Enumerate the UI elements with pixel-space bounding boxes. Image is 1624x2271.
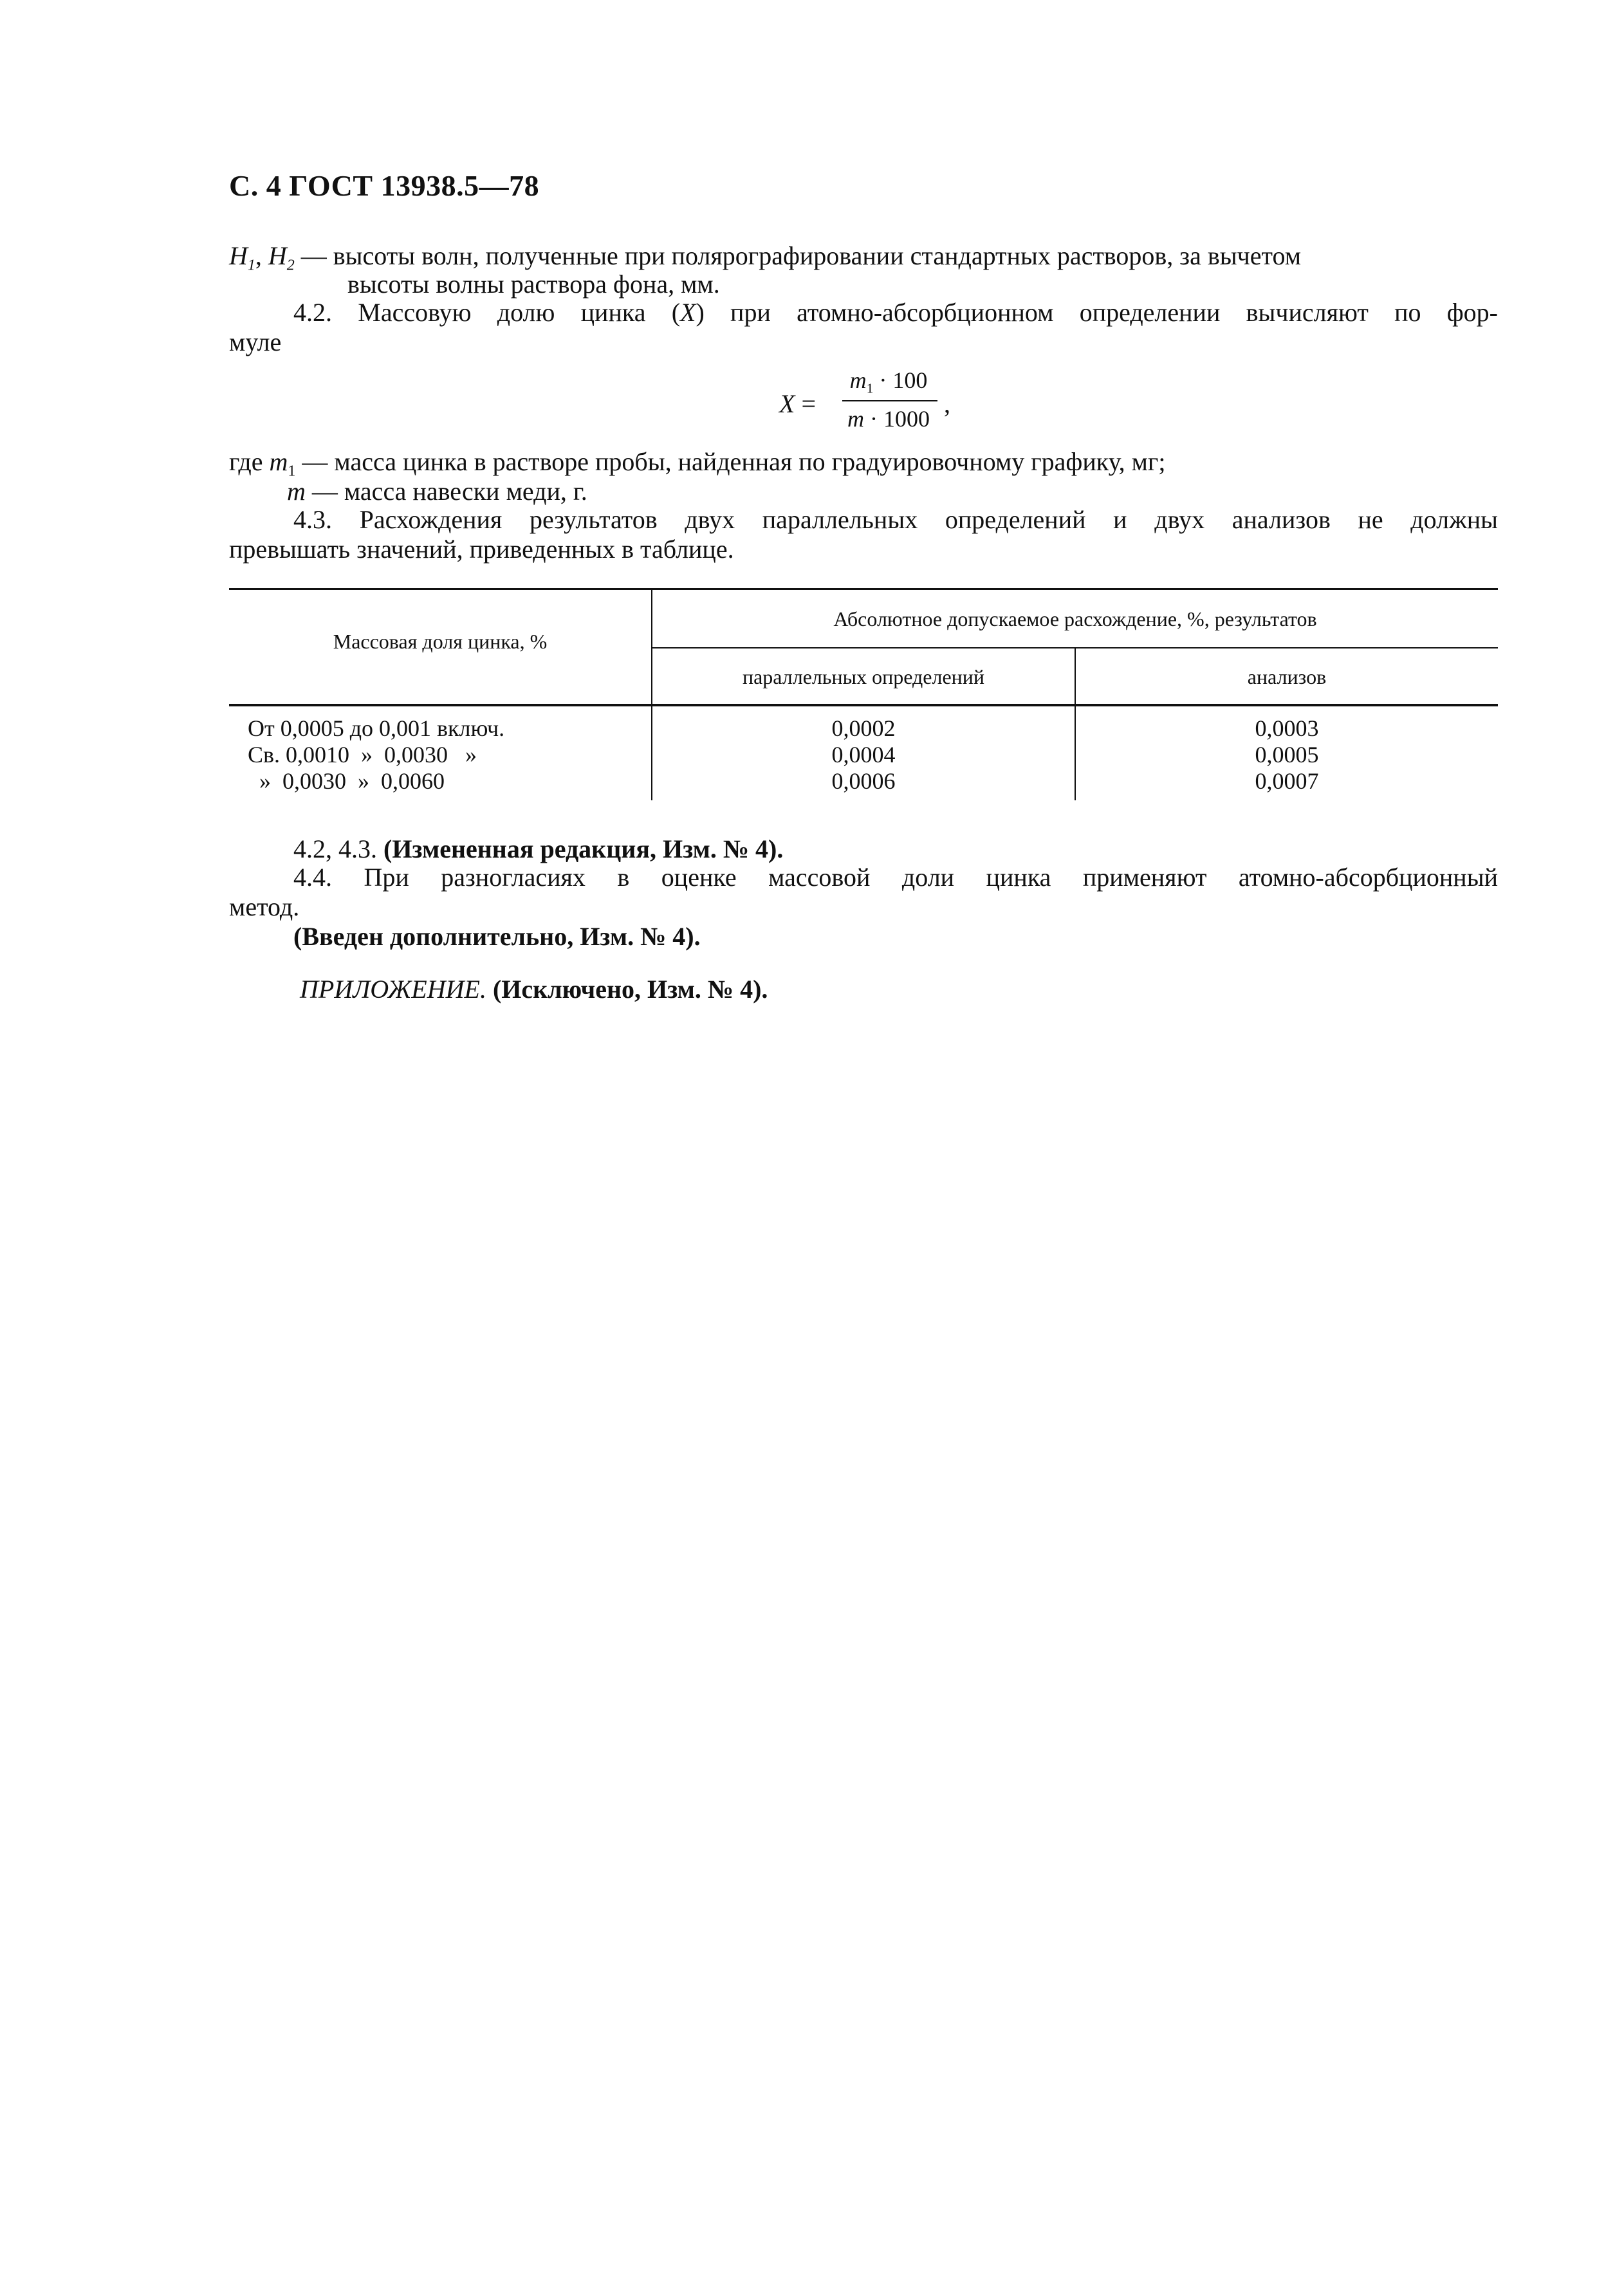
amendment-note-4-4: (Введен дополнительно, Изм. № 4). — [293, 922, 701, 951]
paragraph-4-3-line2: превышать значений, приведенных в таблице. — [229, 535, 734, 564]
table-row-2-parallel: 0,0004 — [831, 742, 896, 768]
group-header-tolerance: Абсолютное допускаемое расхождение, %, результатов — [833, 607, 1317, 630]
table-subheader-rule — [651, 647, 1498, 648]
paragraph-4-4-line1: 4.4. При разногласиях в оценке массовой доли цинка применяют атомно-абсорбционный — [293, 863, 1498, 892]
formula-lhs: X = — [779, 389, 816, 418]
col-header-parallel: параллельных определений — [742, 665, 985, 688]
paragraph-4-2-line2: муле — [229, 327, 282, 356]
paragraph-4-2-line1: 4.2. Массовую долю цинка (X) при атомно-абсорбционном определении вычисляют по фор- — [293, 298, 1498, 327]
appendix-note: ПРИЛОЖЕНИЕ. (Исключено, Изм. № 4). — [300, 975, 768, 1004]
amendment-note-4-2-4-3: 4.2, 4.3. (Измененная редакция, Изм. № 4). — [293, 834, 784, 863]
col-header-analyses: анализов — [1247, 665, 1327, 688]
definition-h-line2: высоты волны раствора фона, мм. — [347, 270, 720, 299]
table-row-1-analyses: 0,0003 — [1255, 715, 1319, 741]
table-row-2-range: Св. 0,0010 » 0,0030 » — [248, 742, 477, 768]
table-top-rule — [229, 588, 1498, 590]
table-row-2-analyses: 0,0005 — [1255, 742, 1319, 768]
table-header-bottom-rule — [229, 704, 1498, 706]
page-header: С. 4 ГОСТ 13938.5—78 — [229, 169, 540, 202]
where-line1: где $m_1$ — масса цинка в растворе пробы, найденная по градуировочному графику, мг; — [229, 447, 1166, 480]
symbol-h1: $H_1$ — [229, 241, 255, 274]
symbol-h2: $H_2$ — [268, 241, 295, 274]
table-row-1-parallel: 0,0002 — [831, 715, 896, 741]
formula-numerator: $m_1 \cdot 100$ — [849, 367, 928, 396]
table-row-3-range: » 0,0030 » 0,0060 — [248, 768, 445, 794]
table-row-1-range: От 0,0005 до 0,001 включ. — [248, 715, 505, 741]
formula-comma: , — [944, 389, 950, 418]
table-row-3-parallel: 0,0006 — [831, 768, 896, 794]
paragraph-4-4-line2: метод. — [229, 892, 300, 921]
paragraph-4-3-line1: 4.3. Расхождения результатов двух параллельных определений и двух анализов не должны — [293, 505, 1498, 534]
formula-denominator: m · 1000 — [847, 406, 930, 432]
where-line2: m — масса навески меди, г. — [287, 477, 587, 506]
col-header-zinc-fraction: Массовая доля цинка, % — [333, 630, 548, 653]
formula-zinc-fraction — [775, 365, 955, 436]
definition-h-line1: $H_1$, $H_2$ — высоты волн, полученные при полярографировании стандартных растворов, за вычетом — [229, 241, 1301, 274]
fraction-bar — [842, 400, 937, 401]
table-row-3-analyses: 0,0007 — [1255, 768, 1319, 794]
